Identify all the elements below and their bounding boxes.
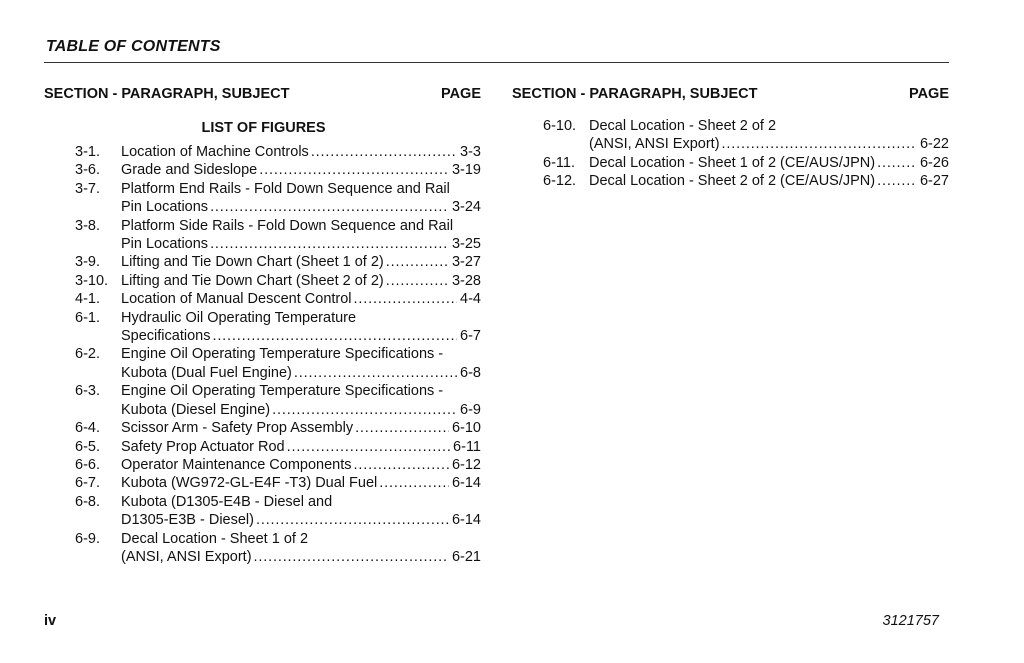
toc-entry-page: 6-26	[919, 154, 949, 171]
toc-entry-number: 4-1.	[75, 291, 100, 308]
toc-entry[interactable]	[44, 309, 481, 346]
toc-entry[interactable]	[44, 493, 481, 530]
toc-entry-body	[121, 180, 481, 217]
toc-entry-last-line	[121, 327, 481, 345]
toc-entry[interactable]	[44, 290, 481, 308]
toc-entry-page: 6-11	[453, 438, 481, 455]
toc-entry-number: 6-10.	[543, 118, 577, 134]
dot-leader	[294, 364, 457, 382]
dot-leader	[259, 161, 449, 179]
toc-entry-number: 6-12.	[543, 173, 577, 190]
toc-entry[interactable]	[44, 530, 481, 567]
toc-entry[interactable]	[512, 154, 949, 172]
page-number: iv	[44, 613, 57, 629]
toc-entry-number: 3-6.	[75, 162, 100, 179]
toc-entry-last-line	[589, 172, 949, 190]
toc-entry-last-line	[121, 143, 481, 161]
toc-entry-last-line	[121, 253, 481, 271]
toc-entry-body	[121, 272, 481, 290]
toc-entry-page: 3-3	[460, 144, 481, 160]
toc-entry-title: Lifting and Tie Down Chart (Sheet 1 of 2)	[121, 254, 384, 271]
toc-entry-body	[589, 172, 949, 190]
toc-entry-page: 6-10	[451, 420, 481, 437]
toc-entry-number: 3-8.	[75, 217, 100, 234]
toc-entry-number: 3-7.	[75, 180, 100, 197]
toc-entry-last-line	[121, 290, 481, 308]
toc-entry-last-line	[121, 198, 481, 216]
toc-entry-page: 3-25	[451, 236, 481, 253]
toc-entry-last-line	[121, 456, 481, 474]
toc-entry-body	[121, 143, 481, 161]
title-divider	[44, 62, 949, 63]
toc-entry-title: Safety Prop Actuator Rod	[121, 438, 285, 455]
dot-leader	[722, 135, 917, 153]
toc-entry-body	[121, 474, 481, 492]
toc-entry-number: 6-5.	[75, 438, 100, 455]
toc-entry-page: 3-19	[451, 162, 481, 179]
toc-entry-title: Pin Locations	[121, 236, 209, 253]
toc-entry-page: 6-14	[451, 475, 481, 492]
toc-entry-last-line	[121, 474, 481, 492]
dot-leader	[355, 419, 449, 437]
toc-entry[interactable]	[44, 217, 481, 254]
column-header	[44, 84, 481, 104]
toc-entry-last-line	[121, 401, 481, 419]
toc-entry[interactable]	[44, 345, 481, 382]
toc-entry-page: 6-27	[919, 173, 949, 190]
toc-entry-body	[121, 438, 481, 456]
toc-entry-page: 3-28	[451, 272, 481, 289]
toc-entry-last-line	[121, 548, 481, 566]
dot-leader	[210, 198, 449, 216]
toc-entry[interactable]	[44, 474, 481, 492]
toc-entry-number: 3-9.	[75, 254, 100, 271]
toc-entry-page: 6-12	[451, 456, 481, 473]
toc-entry-title: Decal Location - Sheet 2 of 2 (CE/AUS/JPN)	[589, 173, 876, 190]
toc-entry[interactable]	[44, 272, 481, 290]
toc-entry-last-line	[121, 438, 481, 456]
toc-entry-title: Kubota (Dual Fuel Engine)	[121, 364, 292, 381]
toc-entry-title: Location of Manual Descent Control	[121, 291, 352, 308]
toc-entry-page: 6-22	[919, 136, 949, 153]
toc-entry-number: 6-2.	[75, 346, 100, 363]
toc-entry-body	[589, 154, 949, 172]
section-heading-list-of-figures: LIST OF FIGURES	[201, 120, 326, 136]
column-header-subject: SECTION - PARAGRAPH, SUBJECT	[512, 86, 758, 102]
toc-entry-title: Pin Locations	[121, 199, 209, 216]
toc-entry-body	[121, 456, 481, 474]
toc-entry-title: Decal Location - Sheet 1 of 2 (CE/AUS/JPN)	[589, 154, 876, 171]
toc-entry-title: Specifications	[121, 328, 211, 345]
toc-entry-title-line: Decal Location - Sheet 2 of 2	[589, 118, 777, 134]
toc-entry-title: Kubota (WG972-GL-E4F -T3) Dual Fuel	[121, 475, 378, 492]
toc-entry[interactable]	[44, 253, 481, 271]
dot-leader	[877, 154, 917, 172]
dot-leader	[287, 438, 450, 456]
toc-entry-title: Grade and Sideslope	[121, 162, 258, 179]
toc-entry-last-line	[121, 511, 481, 529]
toc-entry-title: D1305-E3B - Diesel)	[121, 512, 254, 529]
toc-entry-body	[121, 345, 481, 382]
dot-leader	[386, 272, 449, 290]
toc-entry-page: 3-27	[451, 254, 481, 271]
toc-right-column	[512, 84, 949, 191]
dot-leader	[877, 172, 917, 190]
toc-entry-number: 6-7.	[75, 475, 100, 492]
toc-entry-title: (ANSI, ANSI Export)	[589, 136, 720, 153]
toc-entry-last-line	[121, 364, 481, 382]
toc-entry-body	[121, 382, 481, 419]
toc-entry[interactable]	[44, 180, 481, 217]
toc-entry-title-line: Kubota (D1305-E4B - Diesel and	[121, 493, 333, 510]
toc-entry-title: Operator Maintenance Components	[121, 456, 352, 473]
column-header-subject: SECTION - PARAGRAPH, SUBJECT	[44, 86, 290, 102]
column-header-page: PAGE	[908, 86, 949, 102]
toc-entry-list	[512, 117, 949, 191]
toc-entry-body	[121, 253, 481, 271]
toc-entry-title: Scissor Arm - Safety Prop Assembly	[121, 420, 354, 437]
toc-left-column	[44, 84, 481, 566]
dot-leader	[379, 474, 449, 492]
toc-entry[interactable]	[512, 172, 949, 190]
toc-entry-number: 6-1.	[75, 309, 100, 326]
toc-entry-title: (ANSI, ANSI Export)	[121, 548, 252, 565]
toc-entry-number: 6-11.	[543, 154, 575, 171]
toc-entry-page: 3-24	[451, 199, 481, 216]
dot-leader	[212, 327, 457, 345]
toc-entry-number: 3-10.	[75, 272, 109, 289]
toc-entry-title: Lifting and Tie Down Chart (Sheet 2 of 2)	[121, 272, 384, 289]
dot-leader	[272, 401, 457, 419]
toc-entry-title: Kubota (Diesel Engine)	[121, 401, 271, 418]
toc-entry[interactable]	[44, 161, 481, 179]
toc-entry[interactable]	[44, 419, 481, 437]
toc-entry[interactable]	[44, 438, 481, 456]
toc-entry-number: 6-3.	[75, 383, 100, 400]
toc-entry-list	[44, 143, 481, 566]
toc-entry-body	[589, 117, 949, 154]
toc-entry-number: 6-9.	[75, 530, 100, 547]
toc-entry-last-line	[589, 135, 949, 153]
toc-entry-page: 6-9	[460, 401, 481, 418]
toc-entry-page: 6-21	[451, 548, 481, 565]
dot-leader	[256, 511, 449, 529]
toc-entry-last-line	[121, 235, 481, 253]
toc-entry-body	[121, 217, 481, 254]
toc-entry-body	[121, 309, 481, 346]
toc-entry-page: 6-8	[460, 364, 481, 381]
toc-entry-title-line: Hydraulic Oil Operating Temperature	[121, 309, 357, 326]
toc-entry[interactable]	[44, 456, 481, 474]
toc-entry[interactable]	[44, 143, 481, 161]
toc-entry-title-line: Platform End Rails - Fold Down Sequence and Rail	[121, 180, 450, 197]
toc-entry-body	[121, 161, 481, 179]
toc-entry-number: 6-8.	[75, 493, 100, 510]
toc-entry-title-line: Engine Oil Operating Temperature Specifications -	[121, 383, 444, 400]
toc-entry-number: 3-1.	[75, 144, 100, 160]
dot-leader	[386, 253, 449, 271]
toc-entry-body	[121, 493, 481, 530]
toc-entry-title-line: Engine Oil Operating Temperature Specifications -	[121, 346, 444, 363]
dot-leader	[354, 456, 449, 474]
dot-leader	[354, 290, 458, 308]
toc-entry[interactable]	[44, 382, 481, 419]
page-title: TABLE OF CONTENTS	[46, 38, 221, 55]
document-number: 3121757	[882, 613, 939, 629]
dot-leader	[311, 143, 457, 161]
column-header-page: PAGE	[440, 86, 481, 102]
toc-entry-last-line	[121, 419, 481, 437]
toc-entry-page: 4-4	[460, 291, 481, 308]
column-header	[512, 84, 949, 104]
toc-entry-last-line	[121, 161, 481, 179]
toc-entry-page: 6-14	[451, 512, 481, 529]
toc-entry-title: Location of Machine Controls	[121, 144, 309, 160]
toc-entry-last-line	[589, 154, 949, 172]
toc-entry-body	[121, 530, 481, 567]
toc-entry-number: 6-4.	[75, 420, 100, 437]
toc-entry-last-line	[121, 272, 481, 290]
toc-entry-title-line: Decal Location - Sheet 1 of 2	[121, 530, 309, 547]
toc-entry[interactable]	[512, 117, 949, 154]
dot-leader	[254, 548, 449, 566]
toc-entry-page: 6-7	[460, 328, 481, 345]
toc-entry-title-line: Platform Side Rails - Fold Down Sequence and Rail	[121, 217, 454, 234]
dot-leader	[210, 235, 449, 253]
toc-entry-number: 6-6.	[75, 456, 100, 473]
toc-entry-body	[121, 419, 481, 437]
toc-entry-body	[121, 290, 481, 308]
